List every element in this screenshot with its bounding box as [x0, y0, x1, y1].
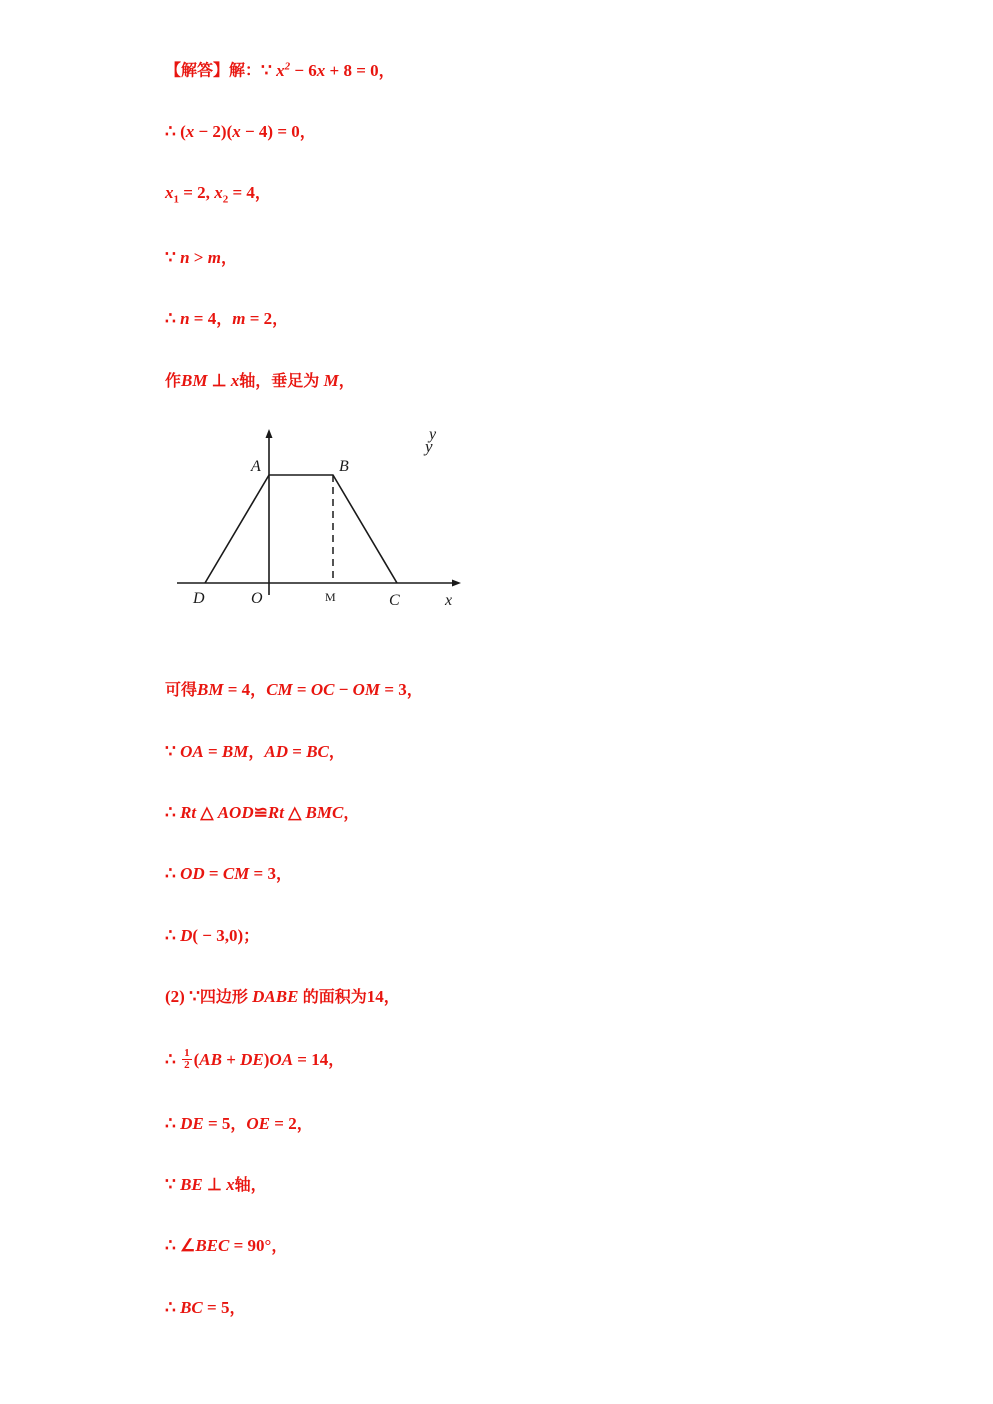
line-1-math: ∵ $x^2 - 6x + 8 = 0$，: [261, 60, 395, 80]
y-axis-arrow: [266, 429, 273, 438]
label-y: y: [429, 426, 437, 443]
trapezoid-coordinate-diagram: [165, 425, 505, 640]
x-axis-arrow: [452, 580, 461, 587]
solution-line-9: ∴ Rt △ AOD≌Rt △ BMC，: [165, 802, 360, 822]
label-y-axis-text: y: [425, 437, 433, 456]
answer-label: 【解答】解：: [165, 60, 262, 80]
solution-line-6: 作BM ⊥ x轴，垂足为 M，: [165, 370, 355, 390]
solution-line-13: ∴ $\frac{1}{2}$ (AB + DE)OA = 14，: [165, 1046, 345, 1072]
solution-line-10: ∴ OD = CM = 3，: [165, 864, 292, 884]
label-M: M: [325, 590, 336, 604]
label-D: D: [193, 590, 205, 607]
solution-text-block: [165, 60, 865, 1359]
solution-line-8: ∵ OA = BM，AD = BC，: [165, 741, 345, 761]
solution-line-5: ∴ n = 4，m = 2，: [165, 309, 289, 329]
label-C: C: [389, 592, 400, 609]
solution-line-2: ∴ (x − 2)(x − 4) = 0，: [165, 122, 316, 142]
trapezoid-outline: [205, 475, 397, 583]
solution-line-14: ∴ DE = 5，OE = 2，: [165, 1113, 313, 1133]
one-half-fraction: $\frac{1}{2}$: [184, 1046, 190, 1072]
label-O: O: [251, 590, 263, 607]
solution-line-15: ∵ BE ⊥ x轴，: [165, 1175, 267, 1195]
solution-line-11: ∴ D( − 3,0)；: [165, 925, 260, 945]
label-A: A: [251, 458, 261, 475]
solution-line-12: (2) ∵四边形 DABE 的面积为14，: [165, 987, 400, 1007]
label-x: x: [445, 592, 453, 609]
diagram-svg: [165, 425, 505, 640]
solution-line-7: 可得BM = 4，CM = OC − OM = 3，: [165, 680, 423, 700]
solution-line-17: ∴ BC = 5，: [165, 1297, 246, 1317]
solution-line-3: $x_1 = 2$, $x_2 = 4$，: [165, 183, 271, 206]
solution-line-16: ∴ ∠BEC = 90°，: [165, 1236, 288, 1256]
label-B: B: [339, 458, 349, 475]
solution-line-1: [165, 60, 865, 81]
solution-line-4: ∵ n > m，: [165, 248, 237, 268]
